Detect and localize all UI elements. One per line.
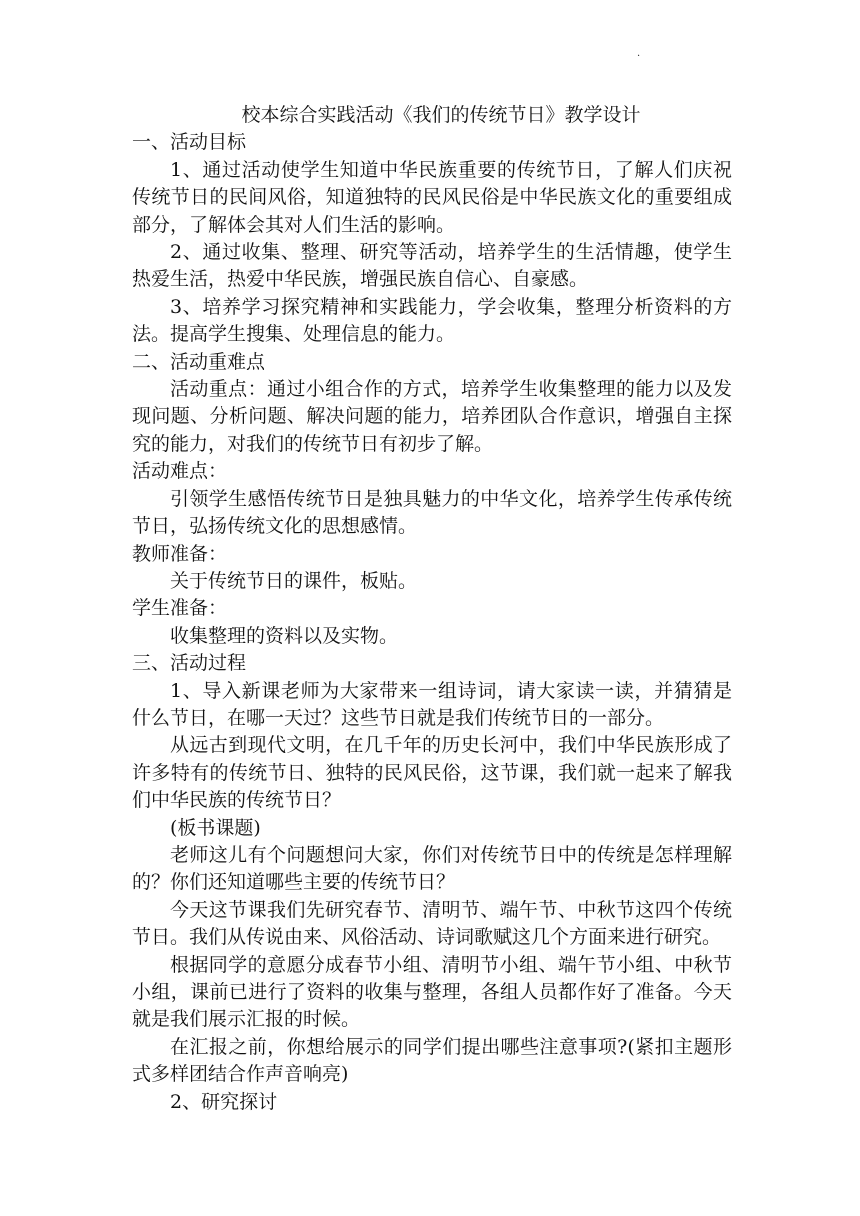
difficulty-paragraph: 引领学生感悟传统节日是独具魅力的中华文化，培养学生传承传统节日，弘扬传统文化的思想感情。: [132, 487, 732, 538]
difficulty-label: 活动难点：: [132, 460, 228, 483]
page-mark: ·: [637, 51, 641, 62]
student-prep-text: 收集整理的资料以及实物。: [170, 624, 399, 647]
goal-paragraph-1: 1、通过活动使学生知道中华民族重要的传统节日，了解人们庆祝传统节日的民间风俗，知道独特的民风民俗是中华民族文化的重要组成部分，了解体会其对人们生活的影响。: [132, 158, 732, 236]
document-body: [132, 102, 732, 1116]
student-prep-label: 学生准备：: [132, 597, 228, 620]
teacher-prep-text: 关于传统节日的课件，板贴。: [170, 569, 418, 592]
process-paragraph-8: 2、研究探讨: [170, 1090, 278, 1113]
goal-paragraph-2: 2、通过收集、整理、研究等活动，培养学生的生活情趣，使学生热爱生活，热爱中华民族，增强民族自信心、自豪感。: [132, 241, 732, 291]
goal-paragraph-3: 3、培养学习探究精神和实践能力，学会收集，整理分析资料的方法。提高学生搜集、处理信息的能力。: [132, 295, 732, 346]
process-paragraph-3: (板书课题): [170, 816, 261, 839]
process-paragraph-4: 老师这儿有个问题想问大家，你们对传统节日中的传统是怎样理解的？你们还知道哪些主要的传统节日？: [132, 843, 732, 894]
process-paragraph-1: 1、导入新课老师为大家带来一组诗词，请大家读一读，并猜猜是什么节日，在哪一天过？这些节日就是我们传统节日的一部分。: [132, 679, 732, 729]
section-heading-key-points: 二、活动重难点: [132, 350, 266, 373]
process-paragraph-7: 在汇报之前，你想给展示的同学们提出哪些注意事项?(紧扣主题形式多样团结合作声音响亮): [132, 1035, 732, 1086]
teacher-prep-label: 教师准备：: [132, 542, 228, 565]
process-paragraph-2: 从远古到现代文明，在几千年的历史长河中，我们中华民族形成了许多特有的传统节日、独特的民风民俗，这节课，我们就一起来了解我们中华民族的传统节日？: [132, 734, 732, 812]
process-paragraph-5: 今天这节课我们先研究春节、清明节、端午节、中秋节这四个传统节日。我们从传说由来、风俗活动、诗词歌赋这几个方面来进行研究。: [132, 898, 732, 949]
process-paragraph-6: 根据同学的意愿分成春节小组、清明节小组、端午节小组、中秋节小组，课前已进行了资料的收集与整理，各组人员都作好了准备。今天就是我们展示汇报的时候。: [132, 953, 732, 1031]
section-heading-goals: 一、活动目标: [132, 131, 247, 154]
section-heading-process: 三、活动过程: [132, 652, 247, 675]
key-point-paragraph: 活动重点：通过小组合作的方式，培养学生收集整理的能力以及发现问题、分析问题、解决问题的能力，培养团队合作意识，增强自主探究的能力，对我们的传统节日有初步了解。: [132, 378, 732, 455]
document-title: 校本综合实践活动《我们的传统节日》教学设计: [241, 104, 641, 126]
